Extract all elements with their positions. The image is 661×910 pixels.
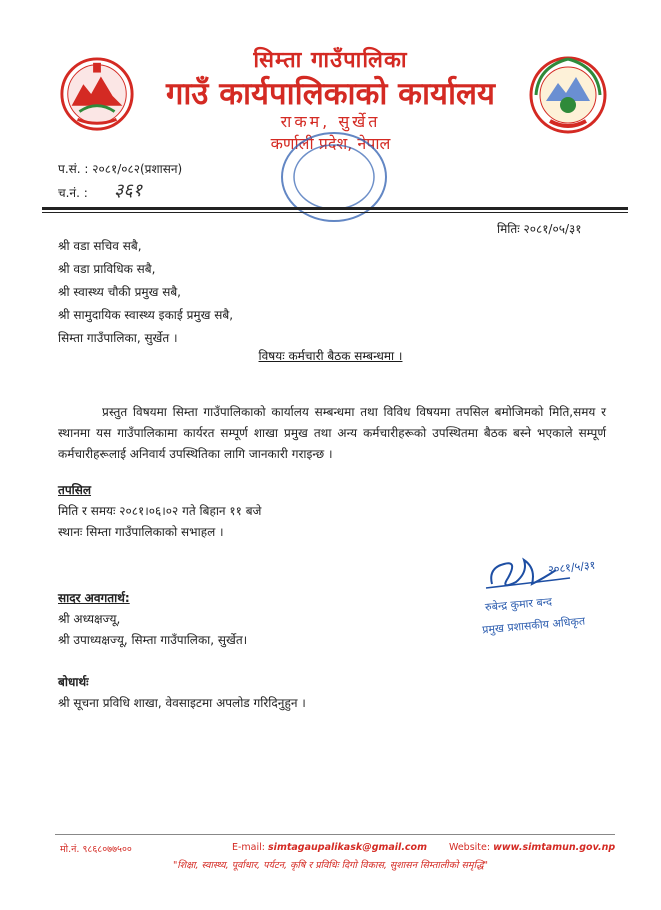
office-name: गाउँ कार्यपालिकाको कार्यालय (165, 76, 496, 112)
office-province: कर्णाली प्रदेश, नेपाल (270, 134, 391, 153)
letter-body: प्रस्तुत विषयमा सिम्ता गाउँपालिकाको कार्यालय सम्बन्धमा तथा विविध विषयमा तपसिल बमोजिमको मिति,समय र स्थानमा यस गाउँपालिकामा कार्यरत सम्पूर्ण शाखा प्रमुख तथा अन्य कर्मचारीहरूको उपस्थितमा बैठक बस्ने भएकाले सम्पूर्ण कर्मचारीहरूलाई अनिवार्य उपस्थितिका लागि जानकारी गराइन्छ । (58, 405, 606, 461)
signatory-name: रुबेन्द्र कुमार बन्द (484, 595, 553, 614)
website-label: Website: (449, 842, 491, 853)
cc-heading: सादर अवगतार्थ: (58, 591, 130, 605)
recipient-line: श्री स्वास्थ्य चौकी प्रमुख सबै, (58, 285, 181, 299)
dispatch-number: ३६१ (114, 180, 143, 201)
info-heading: बोधार्थः (58, 675, 89, 689)
office-place: राकम, सुर्खेत (280, 112, 381, 131)
recipients-block (58, 236, 233, 351)
footer-phone: मो.नं. ९८६८०७७५०० (60, 844, 132, 855)
footer-divider (55, 834, 615, 835)
footer-slogan: "शिक्षा, स्वास्थ्य, पूर्वाधार, पर्यटन, कृषि र प्रविधिः दिगो विकास, सुशासन सिम्तालीको समृद्धि" (172, 860, 489, 871)
dispatch-label: च.नं. : (58, 186, 88, 200)
meeting-datetime: मिति र समयः २०८१।०६।०२ गते बिहान ११ बजे (58, 504, 262, 518)
cc-item: श्री अध्यक्षज्यू, (58, 612, 121, 626)
letter-subject: विषयः कर्मचारी बैठक सम्बन्धमा । (258, 349, 403, 363)
footer-email (232, 842, 427, 853)
recipient-line: श्री वडा सचिव सबै, (58, 239, 142, 253)
info-item: श्री सूचना प्रविधि शाखा, वेवसाइटमा अपलोड गरिदिनुहुन । (58, 696, 306, 710)
website-link[interactable]: www.simtamun.gov.np (493, 842, 616, 853)
header-divider (42, 207, 628, 210)
recipient-line: श्री वडा प्राविधिक सबै, (58, 262, 156, 276)
details-heading: तपसिल (58, 483, 92, 497)
signature-date: २०८१/५/३१ (547, 558, 597, 577)
letter-number: प.सं. : २०८१/०८२(प्रशासन) (58, 162, 183, 176)
signatory-title: प्रमुख प्रशासकीय अधिकृत (481, 614, 586, 637)
cc-item: श्री उपाध्यक्षज्यू, सिम्ता गाउँपालिका, सुर्खेत। (58, 633, 248, 647)
meeting-venue: स्थानः सिम्ता गाउँपालिकाको सभाहल । (58, 525, 224, 539)
email-label: E-mail: (232, 842, 265, 853)
recipient-line: श्री सामुदायिक स्वास्थ्य इकाई प्रमुख सबै, (58, 308, 234, 322)
header-divider-thin (42, 212, 628, 213)
municipality-name: सिम्ता गाउँपालिका (253, 48, 408, 73)
footer-website (449, 842, 615, 853)
recipient-line: सिम्ता गाउँपालिका, सुर्खेत । (58, 331, 178, 345)
letter-date: मितिः २०८१/०५/३१ (497, 222, 582, 236)
email-link[interactable]: simtagaupalikask@gmail.com (268, 842, 427, 853)
